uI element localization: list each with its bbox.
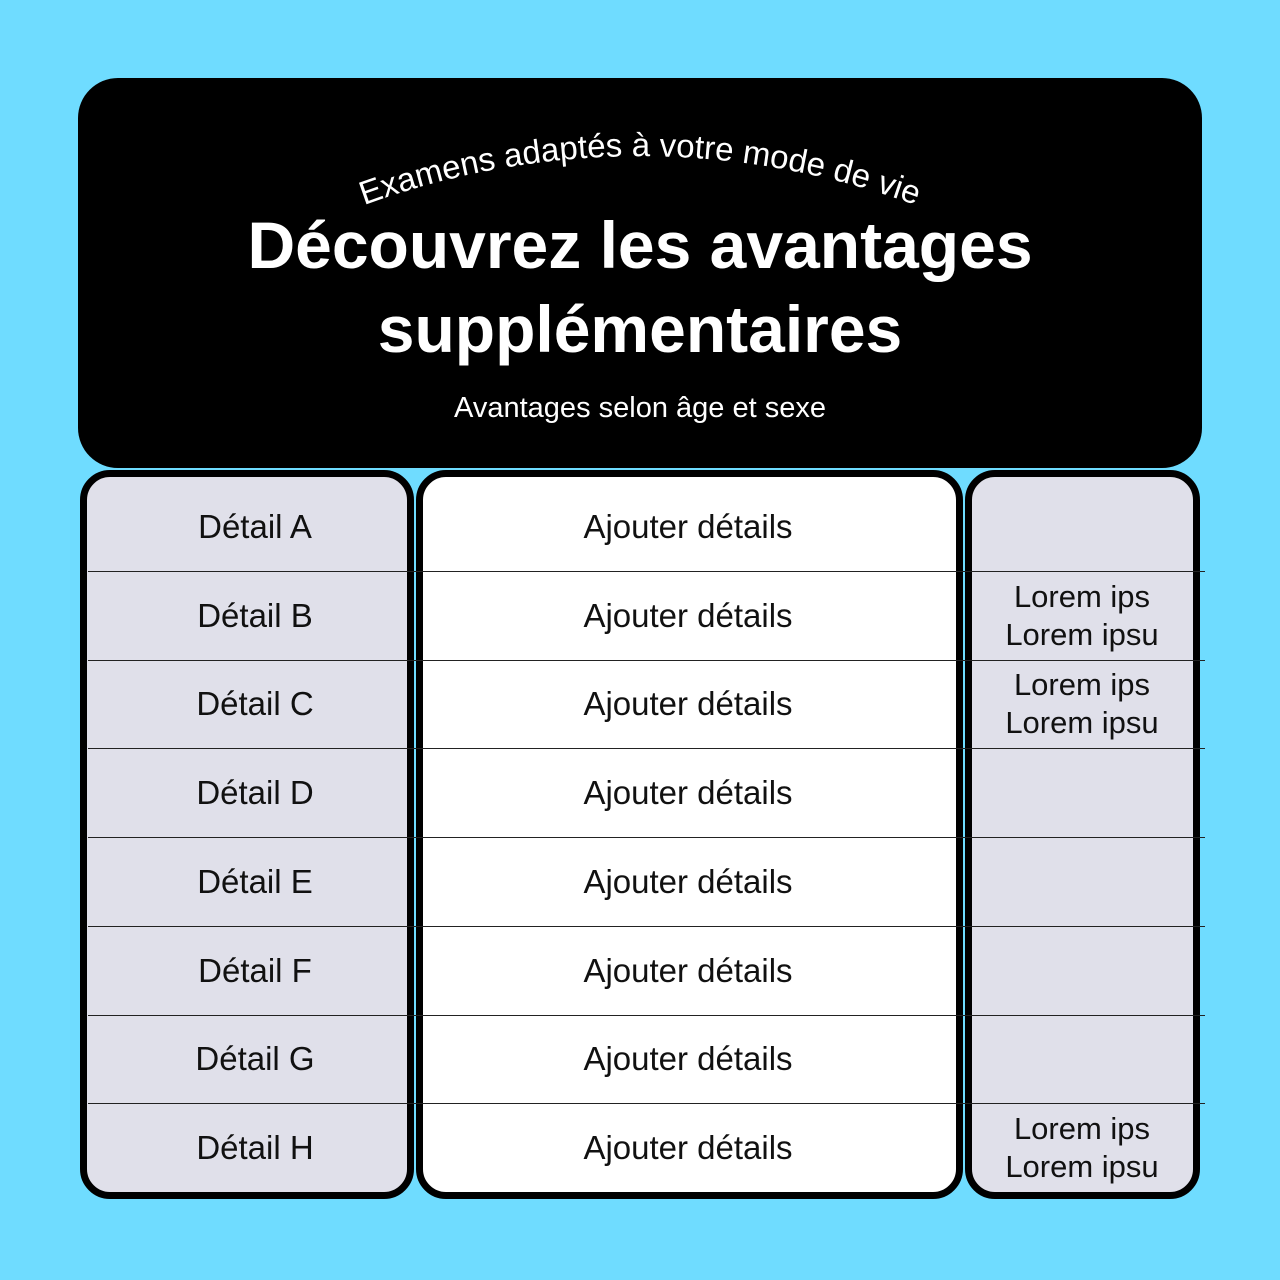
row-note (968, 660, 1196, 748)
row-value-text: Ajouter détails (583, 774, 793, 812)
row-value (420, 483, 956, 571)
svg-text:Examens adaptés à votre mode d (354, 126, 926, 212)
row-label (88, 1015, 422, 1103)
row-note-line-2: Lorem ipsu (1005, 1148, 1159, 1184)
row-note-line-1: Lorem ips (1013, 578, 1151, 614)
title-line-2: supplémentaires (377, 292, 903, 366)
row-note (968, 483, 1196, 571)
row-value (420, 927, 956, 1015)
row-value (420, 572, 956, 660)
row-value-text: Ajouter détails (583, 951, 793, 989)
row-value-text: Ajouter détails (583, 596, 793, 634)
row-value (420, 838, 956, 926)
title-line-1: Découvrez les avantages (247, 208, 1033, 282)
row-label (88, 749, 422, 837)
row-value-text: Ajouter détails (583, 862, 793, 900)
row-label-text: Détail A (198, 508, 312, 545)
row-label-text: Détail E (197, 862, 313, 900)
row-value (420, 660, 956, 748)
row-note-line-2: Lorem ipsu (1005, 705, 1159, 741)
row-label (88, 483, 422, 571)
row-note (968, 1104, 1196, 1192)
row-value-text: Ajouter détails (583, 508, 793, 545)
row-value (420, 1104, 956, 1192)
row-note (968, 927, 1196, 1015)
row-label-text: Détail B (197, 596, 313, 634)
row-label (88, 572, 422, 660)
row-label-text: Détail D (196, 774, 314, 812)
row-label (88, 927, 422, 1015)
row-note-line-1: Lorem ips (1013, 1110, 1151, 1146)
row-label-text: Détail G (195, 1040, 315, 1078)
row-value-text: Ajouter détails (583, 1128, 793, 1166)
row-label-text: Détail C (196, 685, 314, 723)
row-note-line-2: Lorem ipsu (1005, 616, 1159, 652)
row-value (420, 1015, 956, 1103)
row-note-line-1: Lorem ips (1013, 667, 1151, 703)
row-value-text: Ajouter détails (583, 1040, 793, 1078)
row-label-text: Détail H (196, 1128, 314, 1166)
row-value-text: Ajouter détails (583, 685, 793, 723)
row-label (88, 838, 422, 926)
row-note (968, 749, 1196, 837)
page-subtitle: Avantages selon âge et sexe (454, 392, 826, 424)
row-note (968, 572, 1196, 660)
row-label (88, 1104, 422, 1192)
row-label-text: Détail F (198, 951, 312, 989)
row-value (420, 749, 956, 837)
row-note (968, 1015, 1196, 1103)
row-note (968, 838, 1196, 926)
arc-text: Examens adaptés à votre mode de vie (354, 126, 926, 212)
row-label (88, 660, 422, 748)
page-title (0, 203, 1280, 371)
